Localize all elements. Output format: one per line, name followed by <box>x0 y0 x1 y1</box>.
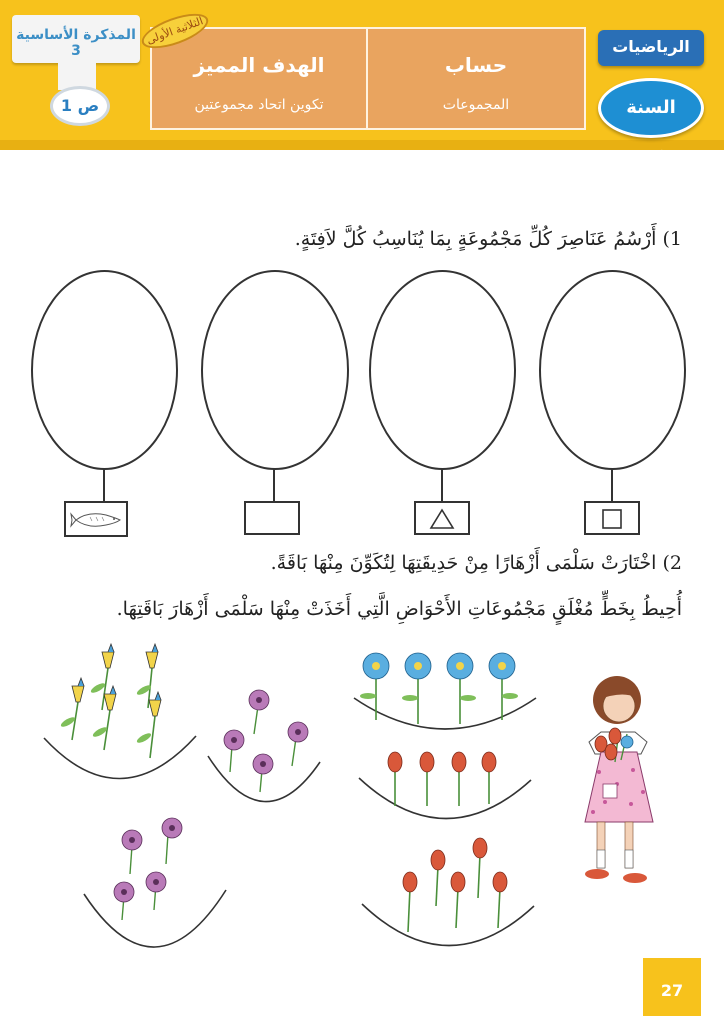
domain-subtitle: المجموعات <box>442 97 510 113</box>
goal-subtitle: تكوين اتحاد مجموعتين <box>194 97 324 113</box>
flower-bed-purple-daisies-2[interactable] <box>80 812 230 952</box>
year-badge: السنة الأولى <box>598 78 704 138</box>
page-label: ص 1 <box>50 86 110 126</box>
set-ellipse-fish[interactable] <box>31 270 178 470</box>
set-stem <box>441 469 443 501</box>
set-ellipse-square[interactable] <box>539 270 686 470</box>
set-ellipse-triangle[interactable] <box>369 270 516 470</box>
page-number: 27 <box>643 958 701 1016</box>
goal-title: الهدف المميز <box>193 53 325 77</box>
exercise2-sub-instruction: أُحِيطُ بِخَطٍّ مُغْلَقٍ مَجْمُوعَاتِ الأَحْوَاضِ الَّتِي أَخَذَتْ مِنْهَا سَلْمَى أَزْهَارَ بَاقَتِهَا. <box>116 598 682 620</box>
goal-cell <box>152 29 368 128</box>
triangle-label-box <box>414 501 470 535</box>
subject-tab: الرياضيات <box>598 30 704 66</box>
set-stem <box>611 469 613 501</box>
exercise1-instruction: 1) أَرْسُمُ عَنَاصِرَ كُلِّ مَجْمُوعَةٍ بِمَا يُنَاسِبُ كُلَّ لاَفِتَةٍ. <box>294 228 682 250</box>
set-stem <box>273 469 275 501</box>
goal-box <box>150 27 586 130</box>
triangle-icon <box>430 509 454 529</box>
book-title-tab <box>12 15 140 63</box>
term-tag: الثلاثية الأولى <box>138 7 213 55</box>
square-icon <box>601 508 623 530</box>
flower-bed-red-tulips[interactable] <box>355 748 535 838</box>
set-stem <box>103 469 105 501</box>
set-ellipse-rectangle[interactable] <box>201 270 349 470</box>
rectangle-label-box <box>244 501 300 535</box>
square-label-box <box>584 501 640 535</box>
flower-bed-red-tulips-2[interactable] <box>358 836 538 946</box>
flower-bed-blue-flowers[interactable] <box>350 650 540 745</box>
header-shade <box>0 140 724 150</box>
book-title: المذكرة الأساسية 3 <box>16 27 136 59</box>
domain-title: حساب <box>444 53 508 77</box>
flower-bed-tulips[interactable] <box>40 640 200 785</box>
exercise2-instruction: 2) اخْتَارَتْ سَلْمَى أَزْهَارًا مِنْ حَدِيقَتِهَا لِتُكَوِّنَ مِنْهَا بَاقَةً. <box>270 552 682 574</box>
fish-icon <box>70 509 124 531</box>
fish-label-box <box>64 501 128 537</box>
girl-with-bouquet-illustration <box>575 672 675 902</box>
domain-cell <box>368 29 584 128</box>
flower-bed-purple-daisies[interactable] <box>204 684 324 804</box>
